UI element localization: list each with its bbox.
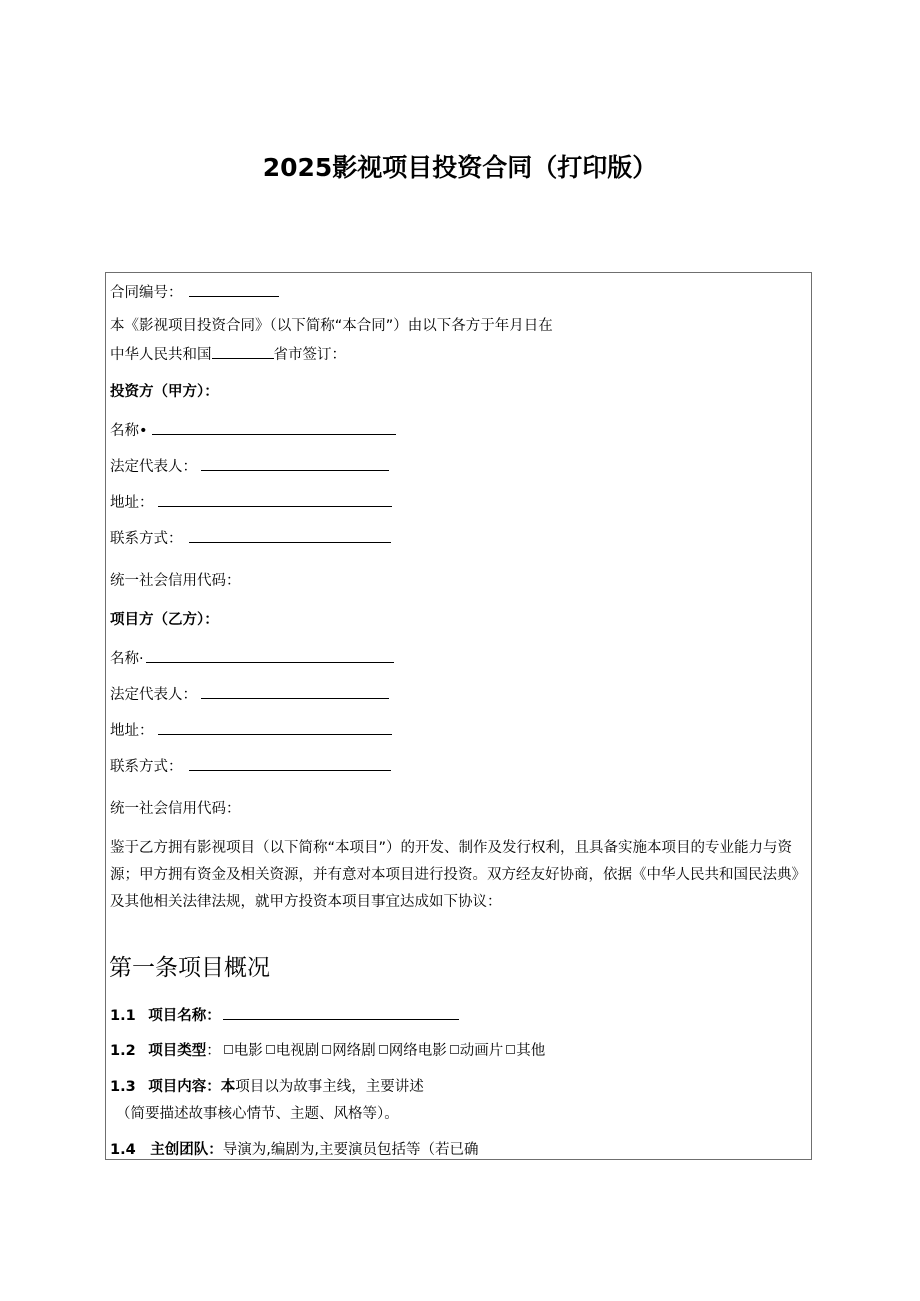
party-b-address-label: 地址：	[110, 723, 154, 739]
party-a-address-line	[110, 491, 392, 513]
option-web-film: 网络电影	[388, 1043, 447, 1059]
item-1-4-text: 导演为,编剧为,主要演员包括等（若已确	[222, 1142, 479, 1158]
party-b-rep-label: 法定代表人：	[110, 687, 197, 703]
party-b-rep-line	[110, 683, 389, 705]
item-1-3-label: 项目内容：	[148, 1079, 221, 1095]
party-b-address-blank[interactable]	[158, 719, 392, 735]
item-1-1-label: 项目名称：	[148, 1008, 221, 1024]
page-title: 2025影视项目投资合同（打印版）	[262, 153, 658, 182]
item-1-4-num: 1.4	[110, 1142, 136, 1158]
party-b-contact-line	[110, 755, 391, 777]
option-animation: 动画片	[459, 1043, 504, 1059]
option-other: 其他	[516, 1043, 546, 1059]
party-b-name-blank[interactable]	[146, 647, 394, 663]
party-b-rep-blank[interactable]	[201, 683, 389, 699]
item-1-1	[110, 1004, 459, 1026]
party-a-contact-line	[110, 527, 391, 549]
province-blank[interactable]	[212, 343, 274, 359]
party-a-name-line	[110, 419, 396, 441]
party-a-contact-label: 联系方式：	[110, 531, 183, 547]
item-1-3-text: 项目以为故事主线，主要讲述	[235, 1079, 424, 1095]
party-b-heading: 项目方（乙方）：	[110, 612, 219, 628]
checkbox-film[interactable]	[224, 1045, 233, 1054]
item-1-4	[110, 1140, 479, 1160]
item-1-3-text-2: （简要描述故事核心情节、主题、风格等）。	[116, 1106, 399, 1122]
option-film: 电影	[233, 1043, 263, 1059]
checkbox-web-film[interactable]	[379, 1045, 388, 1054]
article-1-heading: 第一条项目概况	[109, 955, 270, 981]
item-1-2-num: 1.2	[110, 1043, 136, 1059]
contract-frame	[105, 272, 812, 1160]
party-a-rep-line	[110, 455, 389, 477]
item-1-3-text-bold: 本	[220, 1079, 236, 1095]
party-b-name-line	[110, 647, 394, 669]
checkbox-animation[interactable]	[450, 1045, 459, 1054]
party-a-contact-blank[interactable]	[189, 527, 391, 543]
party-a-name-blank[interactable]	[152, 419, 396, 435]
party-a-rep-blank[interactable]	[201, 455, 389, 471]
contract-no-label: 合同编号：	[110, 285, 183, 301]
contract-no-line	[110, 281, 279, 303]
intro-line-2	[110, 343, 346, 365]
item-1-2	[110, 1041, 545, 1061]
party-a-name-label: 名称•	[110, 423, 148, 439]
party-b-name-label: 名称·	[110, 651, 144, 667]
checkbox-tv-series[interactable]	[266, 1045, 275, 1054]
option-web-series: 网络剧	[332, 1043, 376, 1059]
party-b-contact-blank[interactable]	[189, 755, 391, 771]
item-1-3	[110, 1077, 424, 1097]
item-1-2-label: 项目类型	[148, 1043, 207, 1059]
party-a-heading: 投资方（甲方）：	[110, 384, 219, 400]
party-a-address-label: 地址：	[110, 495, 154, 511]
preamble-paragraph: 鉴于乙方拥有影视项目（以下简称“本项目”）的开发、制作及发行权利，且具备实施本项目的专业能力与资源；甲方拥有资金及相关资源，并有意对本项目进行投资。双方经友好协商，依据《中华人民共和国民法典》及其他相关法律法规，就甲方投资本项目事宜达成如下协议：	[110, 840, 806, 910]
intro-suffix: 省市签订：	[273, 347, 346, 363]
intro-prefix: 中华人民共和国	[110, 347, 212, 363]
party-b-credit-line: 统一社会信用代码：	[110, 801, 241, 817]
contract-no-blank[interactable]	[189, 281, 279, 297]
item-1-3-num: 1.3	[110, 1079, 136, 1095]
item-1-1-num: 1.1	[110, 1008, 136, 1024]
project-name-blank[interactable]	[223, 1004, 459, 1020]
party-a-address-blank[interactable]	[158, 491, 392, 507]
checkbox-other[interactable]	[506, 1045, 515, 1054]
intro-line-1: 本《影视项目投资合同》（以下简称“本合同”）由以下各方于年月日在	[110, 318, 553, 334]
party-a-credit-line: 统一社会信用代码：	[110, 573, 241, 589]
option-tv-series: 电视剧	[275, 1043, 320, 1059]
party-b-address-line	[110, 719, 392, 741]
party-b-contact-label: 联系方式：	[110, 759, 183, 775]
checkbox-web-series[interactable]	[322, 1045, 331, 1054]
party-a-rep-label: 法定代表人：	[110, 459, 197, 475]
item-1-2-sep: ：	[206, 1043, 221, 1059]
item-1-4-label: 主创团队：	[150, 1142, 223, 1158]
